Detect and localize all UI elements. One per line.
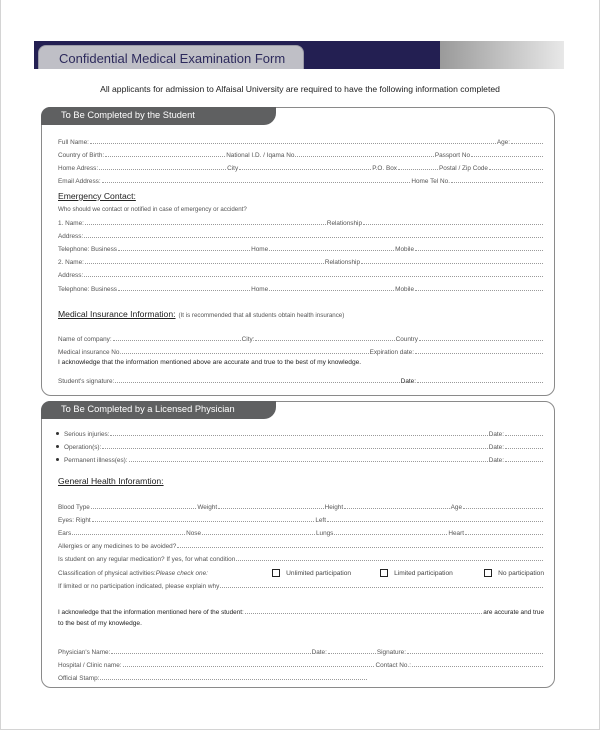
home1-field[interactable] <box>269 250 394 251</box>
email-field[interactable] <box>102 182 411 183</box>
physician-section <box>41 401 555 688</box>
hospital-field[interactable] <box>123 666 375 667</box>
emergency-question: Who should we contact or notified in case of emergency or accident? <box>58 206 247 213</box>
full-name-field[interactable] <box>90 143 496 144</box>
address2-label: Address: <box>58 272 84 279</box>
passport-field[interactable] <box>471 156 543 157</box>
insurance-no-label: Medical insurance No. <box>58 349 122 356</box>
heart-label: Heart <box>448 530 464 537</box>
physician-date-field[interactable] <box>328 653 376 654</box>
home-tel-label: Home Tel No. <box>411 178 450 185</box>
ears-field[interactable] <box>72 534 185 535</box>
email-row <box>58 174 544 185</box>
physician-signature-field[interactable] <box>407 653 543 654</box>
ins-city-field[interactable] <box>255 340 394 341</box>
tel-business2-field[interactable] <box>118 290 250 291</box>
medication-field[interactable] <box>236 560 543 561</box>
weight-label: Weight <box>197 504 218 511</box>
option-unlimited[interactable] <box>272 569 380 577</box>
injuries-row <box>52 427 544 438</box>
name2-label: 2. Name: <box>58 259 84 266</box>
emergency-address1-row <box>58 229 544 240</box>
name1-field[interactable] <box>85 224 326 225</box>
illness-field[interactable] <box>129 461 488 462</box>
expiration-field[interactable] <box>415 353 543 354</box>
contact-field[interactable] <box>412 666 543 667</box>
mobile1-field[interactable] <box>415 250 543 251</box>
checkbox-unlimited[interactable] <box>272 569 280 577</box>
medication-label: Is student on any regular medication? If yes, for what condition <box>58 556 236 563</box>
passport-label: Passport No <box>434 152 470 159</box>
weight-field[interactable] <box>218 508 324 509</box>
ears-label: Ears <box>58 530 72 537</box>
student-signature-field[interactable] <box>115 382 399 383</box>
emergency-heading: Emergency Contact: <box>58 191 136 201</box>
student-signature-row <box>58 374 544 385</box>
insurance-heading-text: Medical Insurance Information: <box>58 309 176 319</box>
mobile2-label: Mobile <box>395 286 414 293</box>
physician-acknowledge-start: I acknowledge that the information mentioned here of the student: <box>58 609 244 616</box>
allergies-row <box>58 539 544 550</box>
home-address-field[interactable] <box>99 169 226 170</box>
medication-row <box>58 552 544 563</box>
general-health-heading: General Health Inforamtion: <box>58 476 164 486</box>
option-none-label: No participation <box>498 569 544 577</box>
expiration-label: Expiration date: <box>369 349 414 356</box>
physician-name-label: Physician's Name: <box>58 649 111 656</box>
company-label: Name of company: <box>58 336 112 343</box>
address2-field[interactable] <box>84 276 543 277</box>
bullet-icon <box>56 458 59 461</box>
birth-row <box>58 148 544 159</box>
emergency-name1-row <box>58 216 544 227</box>
injuries-field[interactable] <box>110 435 487 436</box>
heart-field[interactable] <box>465 534 543 535</box>
postal-field[interactable] <box>489 169 543 170</box>
option-none[interactable] <box>484 569 544 577</box>
physician-acknowledge-line2: to the best of my knowledge. <box>58 620 142 627</box>
relationship1-field[interactable] <box>363 224 543 225</box>
city-field[interactable] <box>239 169 371 170</box>
address1-label: Address: <box>58 233 84 240</box>
po-box-label: P.O. Box <box>372 165 397 172</box>
ins-city-label: City: <box>241 336 255 343</box>
checkbox-none[interactable] <box>484 569 492 577</box>
header-banner <box>34 41 564 69</box>
ins-country-label: Country <box>395 336 418 343</box>
blood-type-label: Blood Type <box>58 504 90 511</box>
insurance-no-field[interactable] <box>122 353 368 354</box>
country-birth-label: Country of Birth: <box>58 152 105 159</box>
national-id-label: National I.D. / Iqama No <box>226 152 295 159</box>
illness-date-label: Date: <box>488 457 504 464</box>
blood-row <box>58 500 544 511</box>
eyes-left-field[interactable] <box>327 521 543 522</box>
physician-section-tab <box>41 401 276 419</box>
explain-row <box>58 579 544 590</box>
tel-business1-label: Telephone: Business <box>58 246 117 253</box>
insurance-company-row <box>58 332 544 343</box>
emergency-tel1-row <box>58 242 544 253</box>
country-birth-field[interactable] <box>105 156 225 157</box>
student-acknowledge: I acknowledge that the information mentioned above are accurate and true to the best of my knowledge. <box>58 359 362 366</box>
city-label: City <box>227 165 239 172</box>
student-section <box>41 107 555 396</box>
student-section-tab <box>41 107 276 125</box>
allergies-field[interactable] <box>177 547 543 548</box>
ears-row <box>58 526 544 537</box>
option-limited[interactable] <box>380 569 484 577</box>
bullet-icon <box>56 432 59 435</box>
full-name-label: Full Name: <box>58 139 89 146</box>
physician-acknowledge-end: are accurate and true <box>483 609 544 616</box>
allergies-label: Allergies or any medicines to be avoided? <box>58 543 177 550</box>
physician-section-title: To Be Completed by a Licensed Physician <box>61 404 235 414</box>
classification-label: Classification of physical activities: <box>58 570 156 577</box>
illness-label: Permanent illness(es): <box>64 457 128 464</box>
company-field[interactable] <box>113 340 241 341</box>
option-unlimited-label: Unlimited participation <box>286 569 352 577</box>
explain-label: If limited or no participation indicated, please explain why <box>58 583 220 590</box>
lungs-field[interactable] <box>334 534 447 535</box>
lungs-label: Lungs <box>315 530 334 537</box>
check-one-label: Please check one: <box>155 570 208 577</box>
illness-date-field[interactable] <box>505 461 543 462</box>
postal-label: Postal / Zip Code <box>438 165 488 172</box>
full-name-row <box>58 135 544 146</box>
bullet-icon <box>56 445 59 448</box>
option-limited-label: Limited participation <box>394 569 453 577</box>
eyes-left-label: Left <box>315 517 326 524</box>
home1-label: Home <box>251 246 269 253</box>
gh-age-field[interactable] <box>463 508 543 509</box>
home2-field[interactable] <box>269 290 394 291</box>
explain-field[interactable] <box>220 587 543 588</box>
height-label: Height <box>324 504 344 511</box>
student-section-title: To Be Completed by the Student <box>61 110 195 120</box>
age-field[interactable] <box>511 143 543 144</box>
classification-row <box>58 565 544 577</box>
physician-name-row <box>58 645 544 656</box>
email-label: Email Address: <box>58 178 101 185</box>
operations-row <box>52 440 544 451</box>
hospital-label: Hospital / Clinic name: <box>58 662 122 669</box>
home-tel-field[interactable] <box>451 182 543 183</box>
operations-date-label: Date: <box>488 444 504 451</box>
emergency-name2-row <box>58 255 544 266</box>
ins-country-field[interactable] <box>419 340 543 341</box>
insurance-note: (It is recommended that all students obtain health insurance) <box>178 312 345 319</box>
relationship2-label: Relationship <box>324 259 360 266</box>
relationship2-field[interactable] <box>361 263 543 264</box>
address1-field[interactable] <box>84 237 543 238</box>
height-field[interactable] <box>344 508 450 509</box>
stamp-label: Official Stamp: <box>58 675 100 682</box>
student-date-label: Date: <box>400 378 416 385</box>
operations-date-field[interactable] <box>505 448 543 449</box>
nose-field[interactable] <box>202 534 315 535</box>
national-id-field[interactable] <box>295 156 433 157</box>
injuries-label: Serious injuries: <box>64 431 110 438</box>
mobile1-label: Mobile <box>395 246 414 253</box>
injuries-date-label: Date: <box>488 431 504 438</box>
form-title: Confidential Medical Examination Form <box>59 51 286 66</box>
operations-label: Operation(s): <box>64 444 102 451</box>
illness-row <box>52 453 544 464</box>
physician-name-field[interactable] <box>111 653 310 654</box>
home-address-label: Home Adress: <box>58 165 99 172</box>
emergency-tel2-row <box>58 282 544 293</box>
eyes-right-field[interactable] <box>92 521 315 522</box>
emergency-address2-row <box>58 268 544 279</box>
physician-date-label: Date: <box>311 649 327 656</box>
address-row <box>58 161 544 172</box>
stamp-field[interactable] <box>100 679 367 680</box>
contact-label: Contact No.: <box>375 662 411 669</box>
eyes-right-label: Eyes: Right <box>58 517 91 524</box>
tel-business2-label: Telephone: Business <box>58 286 117 293</box>
po-box-field[interactable] <box>398 169 438 170</box>
hospital-row <box>58 658 544 669</box>
mobile2-field[interactable] <box>415 290 543 291</box>
name1-label: 1. Name: <box>58 220 84 227</box>
physician-acknowledge-row <box>58 605 544 616</box>
gh-age-label: Age <box>450 504 462 511</box>
operations-field[interactable] <box>102 448 487 449</box>
title-tab <box>38 45 304 69</box>
student-name-field[interactable] <box>245 613 482 614</box>
tel-business1-field[interactable] <box>118 250 250 251</box>
intro-text: All applicants for admission to Alfaisal University are required to have the following information completed <box>100 84 500 94</box>
relationship1-label: Relationship <box>326 220 362 227</box>
student-signature-label: Student's signature: <box>58 378 115 385</box>
blood-type-field[interactable] <box>91 508 197 509</box>
student-date-field[interactable] <box>417 382 543 383</box>
insurance-heading <box>58 309 344 319</box>
banner-gradient <box>440 41 564 69</box>
age-label: Age: <box>496 139 510 146</box>
eyes-row <box>58 513 544 524</box>
home2-label: Home <box>251 286 269 293</box>
checkbox-limited[interactable] <box>380 569 388 577</box>
physician-signature-label: Signature: <box>376 649 406 656</box>
injuries-date-field[interactable] <box>505 435 543 436</box>
nose-label: Nose <box>186 530 202 537</box>
name2-field[interactable] <box>85 263 324 264</box>
stamp-row <box>58 671 368 682</box>
insurance-no-row <box>58 345 544 356</box>
